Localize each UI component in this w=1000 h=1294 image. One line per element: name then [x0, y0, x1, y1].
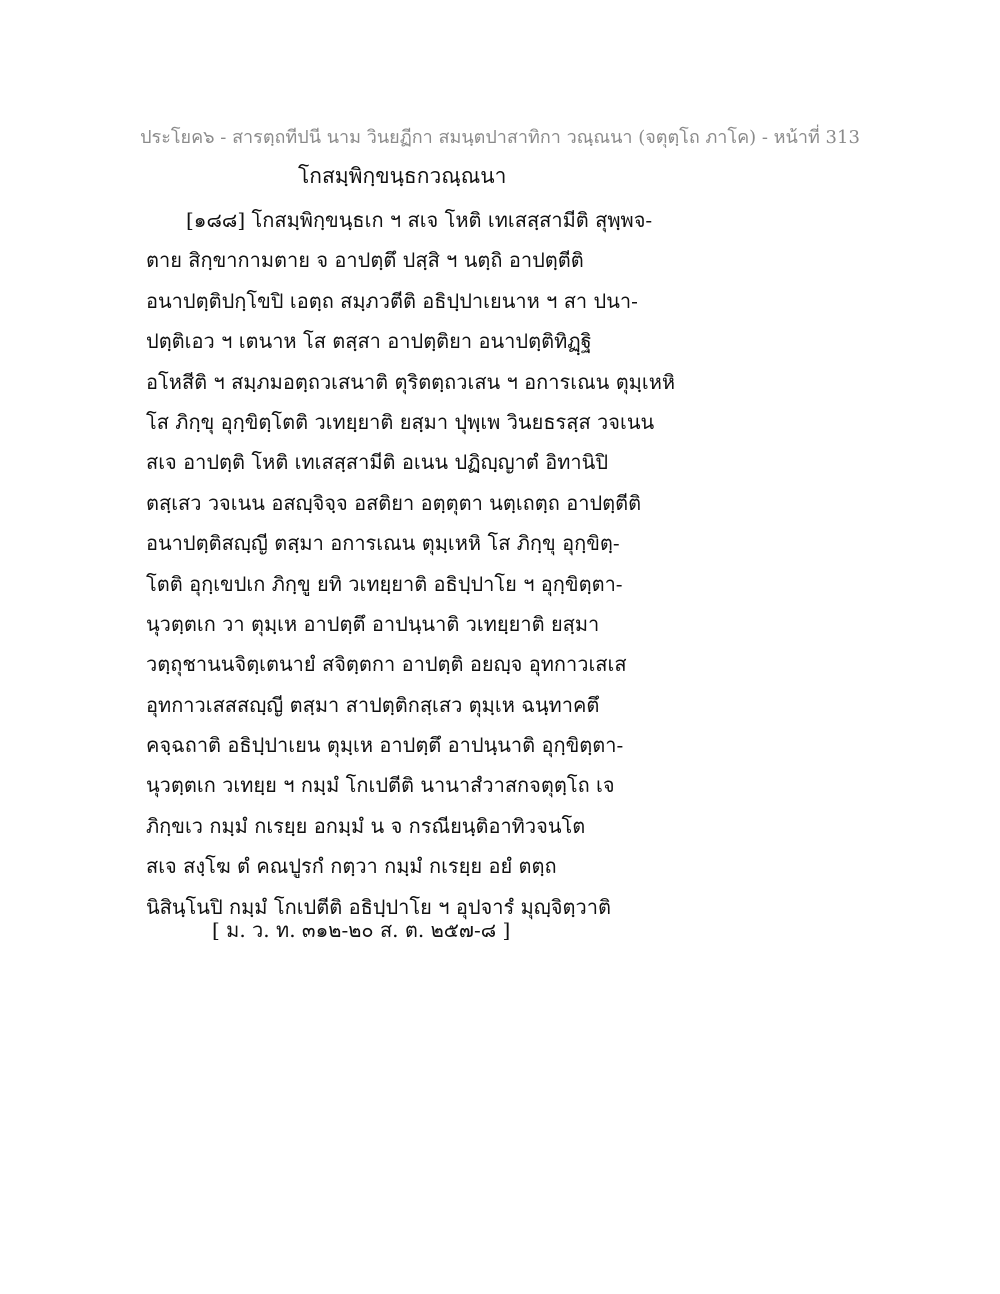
source-reference: [ ม. ว. ท. ๓๑๒-๒๐ ส. ต. ๒๕๗-๘ ]: [212, 918, 511, 942]
text-line: โตติ อุกฺเขปเก ภิกฺขู ยทิ วเทยฺยาติ อธิปฺปาโย ฯ อุกฺขิตฺตา-: [146, 571, 623, 596]
text-line: อโหสีติ ฯ สมฺภมอตฺถวเสนาติ ตุริตตฺถวเสน ฯ อการเณน ตุมฺเหหิ: [146, 369, 676, 394]
section-title: โกสมฺพิกฺขนฺธกวณฺณนา: [298, 164, 507, 188]
text-line: วตฺถุชานนจิตฺเตนายํ สจิตฺตกา อาปตฺติ อยญฺจ อุทกาวเสเส: [146, 652, 627, 677]
running-header: ประโยค๖ - สารตฺถทีปนี นาม วินยฏีกา สมนฺตปาสาทิกา วณฺณนา (จตุตฺโถ ภาโค) - หน้าที่ 313: [140, 127, 860, 148]
text-line: นิสินฺโนปิ กมฺมํ โกเปตีติ อธิปฺปาโย ฯ อุปจารํ มุญฺจิตฺวาติ: [146, 894, 611, 919]
text-line: [๑๘๘] โกสมฺพิกฺขนฺธเก ฯ สเจ โหติ เทเสสฺสามีติ สุพฺพจ-: [186, 208, 653, 232]
text-line: สเจ สงฺโฆ ตํ คณปูรกํ กตฺวา กมฺมํ กเรยฺย อยํ ตตฺถ: [146, 854, 557, 879]
text-line: นุวตฺตเก วา ตุมฺเห อาปตฺตึ อาปนฺนาติ วเทยฺยาติ ยสฺมา: [146, 611, 600, 636]
text-line: ภิกฺขเว กมฺมํ กเรยฺย อกมฺมํ น จ กรณียนฺติอาทิวจนโต: [146, 813, 586, 838]
text-line: ปตฺติเอว ฯ เตนาห โส ตสฺสา อาปตฺติยา อนาปตฺติทิฏฺฐิ: [146, 329, 592, 354]
text-line: ตาย สิกฺขากามตาย จ อาปตฺตึ ปสฺสิ ฯ นตฺถิ อาปตฺตีติ: [146, 248, 584, 273]
text-line: อนาปตฺติสญฺญี ตสฺมา อการเณน ตุมฺเหหิ โส ภิกฺขุ อุกฺขิตฺ-: [146, 531, 620, 556]
text-line: คจฺฉถาติ อธิปฺปาเยน ตุมฺเห อาปตฺตึ อาปนฺนาติ อุกฺขิตฺตา-: [146, 733, 624, 758]
text-line: อนาปตฺติปกฺโขปิ เอตฺถ สมฺภวตีติ อธิปฺปาเยนาห ฯ สา ปนา-: [146, 288, 638, 313]
text-line: อุทกาวเสสสญฺญี ตสฺมา สาปตฺติกสฺเสว ตุมฺเห ฉนฺทาคตึ: [146, 692, 600, 717]
text-line: โส ภิกฺขุ อุกฺขิตฺโตติ วเทยฺยาติ ยสฺมา ปุพฺเพ วินยธรสฺส วจเนน: [146, 409, 655, 434]
text-line: ตสฺเสว วจเนน อสญฺจิจฺจ อสติยา อตฺตุตา นตฺเถตฺถ อาปตฺตีติ: [146, 490, 642, 515]
text-line: นุวตฺตเก วเทยฺย ฯ กมฺมํ โกเปตีติ นานาสํวาสกจตุตฺโถ เจ: [146, 773, 615, 798]
text-line: สเจ อาปตฺติ โหติ เทเสสฺสามีติ อเนน ปฏิญฺญาตํ อิทานิปิ: [146, 450, 609, 475]
body-text: [146, 200, 706, 927]
